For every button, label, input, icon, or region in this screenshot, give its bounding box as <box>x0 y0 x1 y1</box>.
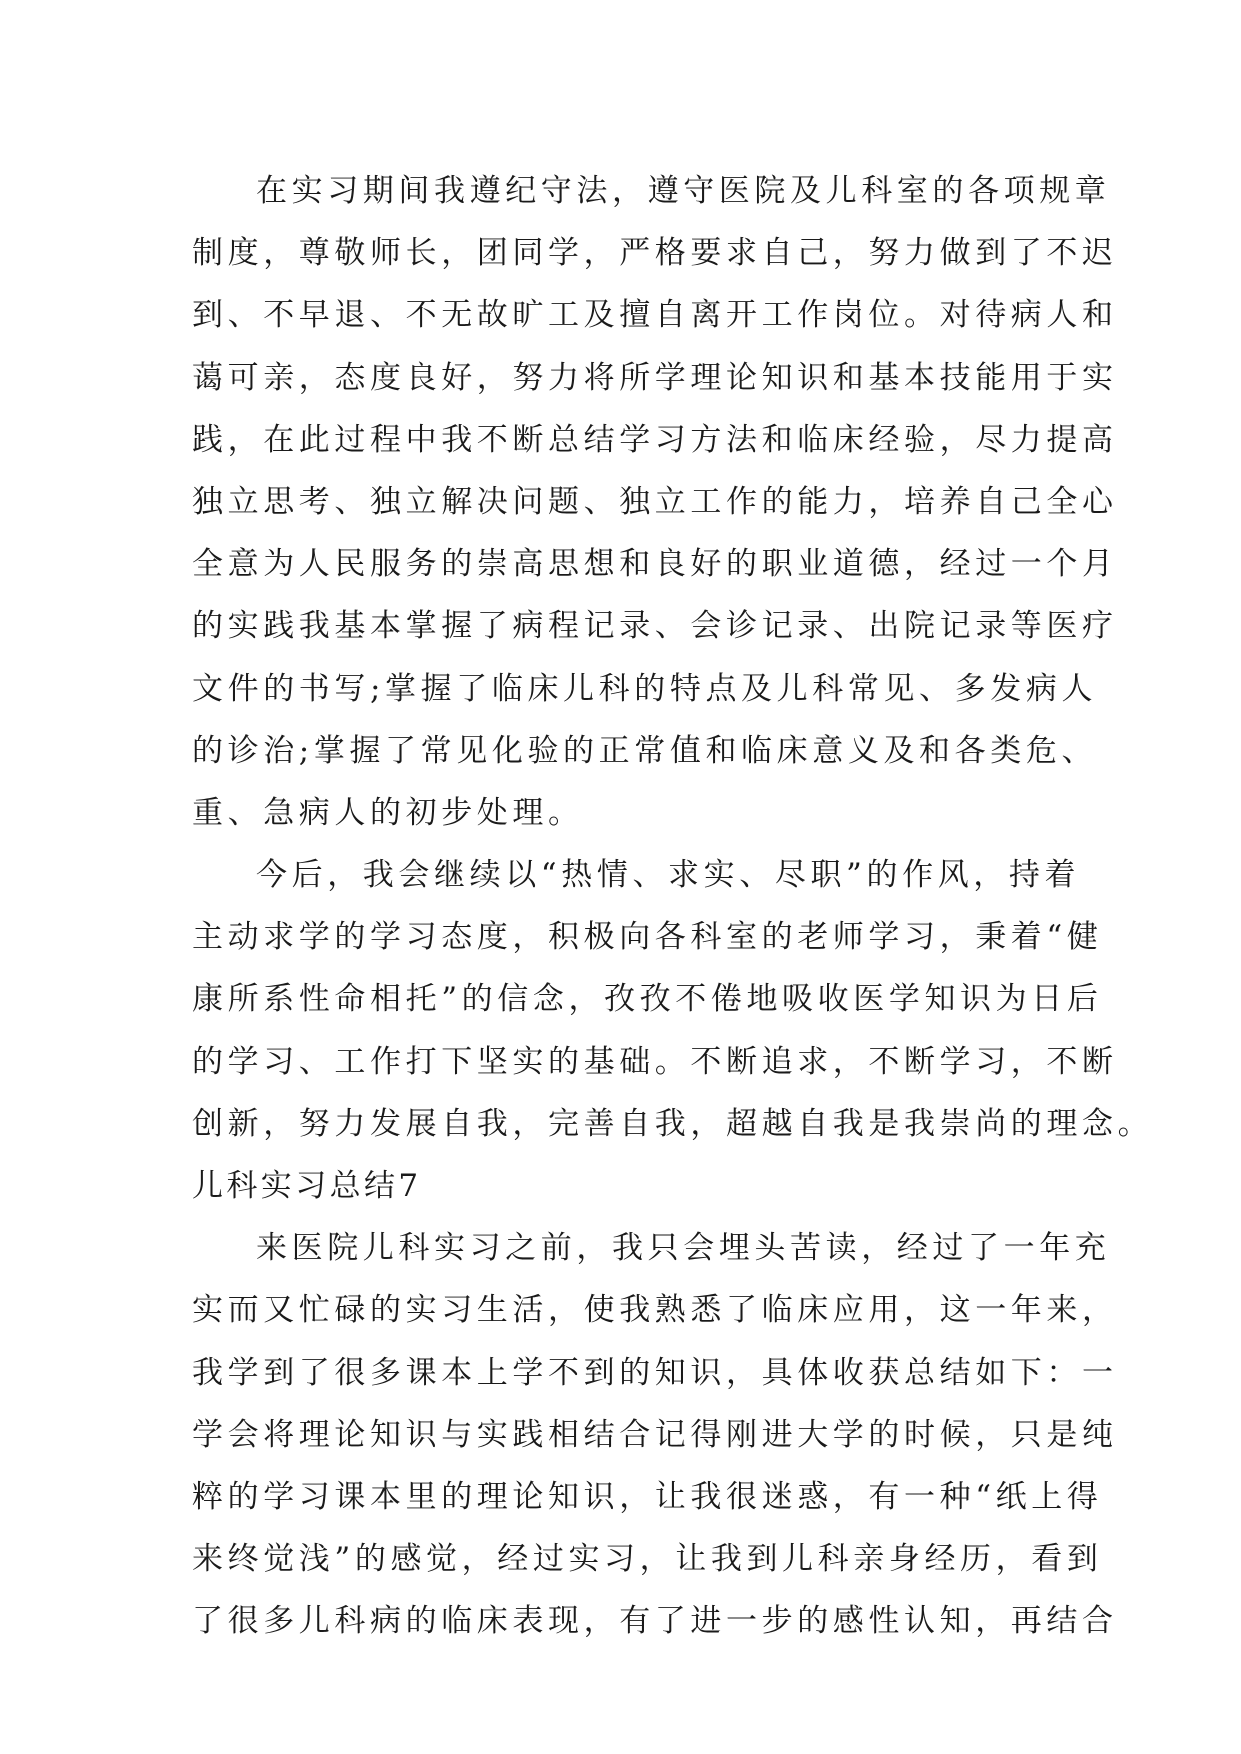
paragraph-line: 蔼可亲，态度良好，努力将所学理论知识和基本技能用于实 <box>192 359 1118 396</box>
paragraph-line: 实而又忙碌的实习生活，使我熟悉了临床应用，这一年来， <box>192 1292 1118 1329</box>
paragraph-line: 的学习、工作打下坚实的基础。不断追求，不断学习，不断 <box>192 1043 1118 1080</box>
paragraph-line: 全意为人民服务的崇高思想和良好的职业道德，经过一个月 <box>192 546 1118 583</box>
paragraph-line: 主动求学的学习态度，积极向各科室的老师学习，秉着“健 <box>192 919 1103 956</box>
paragraph-line: 重、急病人的初步处理。 <box>192 794 584 831</box>
paragraph-line: 来终觉浅”的感觉，经过实习，让我到儿科亲身经历，看到 <box>192 1541 1103 1578</box>
paragraph-line: 我学到了很多课本上学不到的知识，具体收获总结如下：一 <box>192 1354 1118 1391</box>
paragraph-line: 在实习期间我遵纪守法，遵守医院及儿科室的各项规章 <box>256 173 1111 209</box>
paragraph-line: 了很多儿科病的临床表现，有了进一步的感性认知，再结合 <box>192 1603 1118 1640</box>
paragraph-line: 学会将理论知识与实践相结合记得刚进大学的时候，只是纯 <box>192 1416 1118 1453</box>
paragraph-line: 粹的学习课本里的理论知识，让我很迷惑，有一种“纸上得 <box>192 1478 1103 1515</box>
paragraph-line: 制度，尊敬师长，团同学，严格要求自己，努力做到了不迟 <box>192 235 1118 272</box>
paragraph-line: 践，在此过程中我不断总结学习方法和临床经验，尽力提高 <box>192 421 1118 458</box>
paragraph-line: 的实践我基本掌握了病程记录、会诊记录、出院记录等医疗 <box>192 608 1118 645</box>
paragraph-line: 今后，我会继续以“热情、求实、尽职”的作风，持着 <box>256 857 1081 894</box>
body-text <box>192 160 1154 1653</box>
paragraph-line: 的诊治;掌握了常见化验的正常值和临床意义及和各类危、 <box>192 732 1098 769</box>
paragraph-line: 到、不早退、不无故旷工及擅自离开工作岗位。对待病人和 <box>192 297 1118 334</box>
paragraph-line: 康所系性命相托”的信念，孜孜不倦地吸收医学知识为日后 <box>192 981 1103 1018</box>
paragraph-line: 文件的书写;掌握了临床儿科的特点及儿科常见、多发病人 <box>192 670 1098 707</box>
section-heading: 儿科实习总结7 <box>192 1168 422 1204</box>
paragraph-line: 创新，努力发展自我，完善自我，超越自我是我崇尚的理念。 <box>192 1105 1154 1142</box>
paragraph-line: 独立思考、独立解决问题、独立工作的能力，培养自己全心 <box>192 483 1118 520</box>
paragraph-line: 来医院儿科实习之前，我只会埋头苦读，经过了一年充 <box>256 1230 1111 1267</box>
